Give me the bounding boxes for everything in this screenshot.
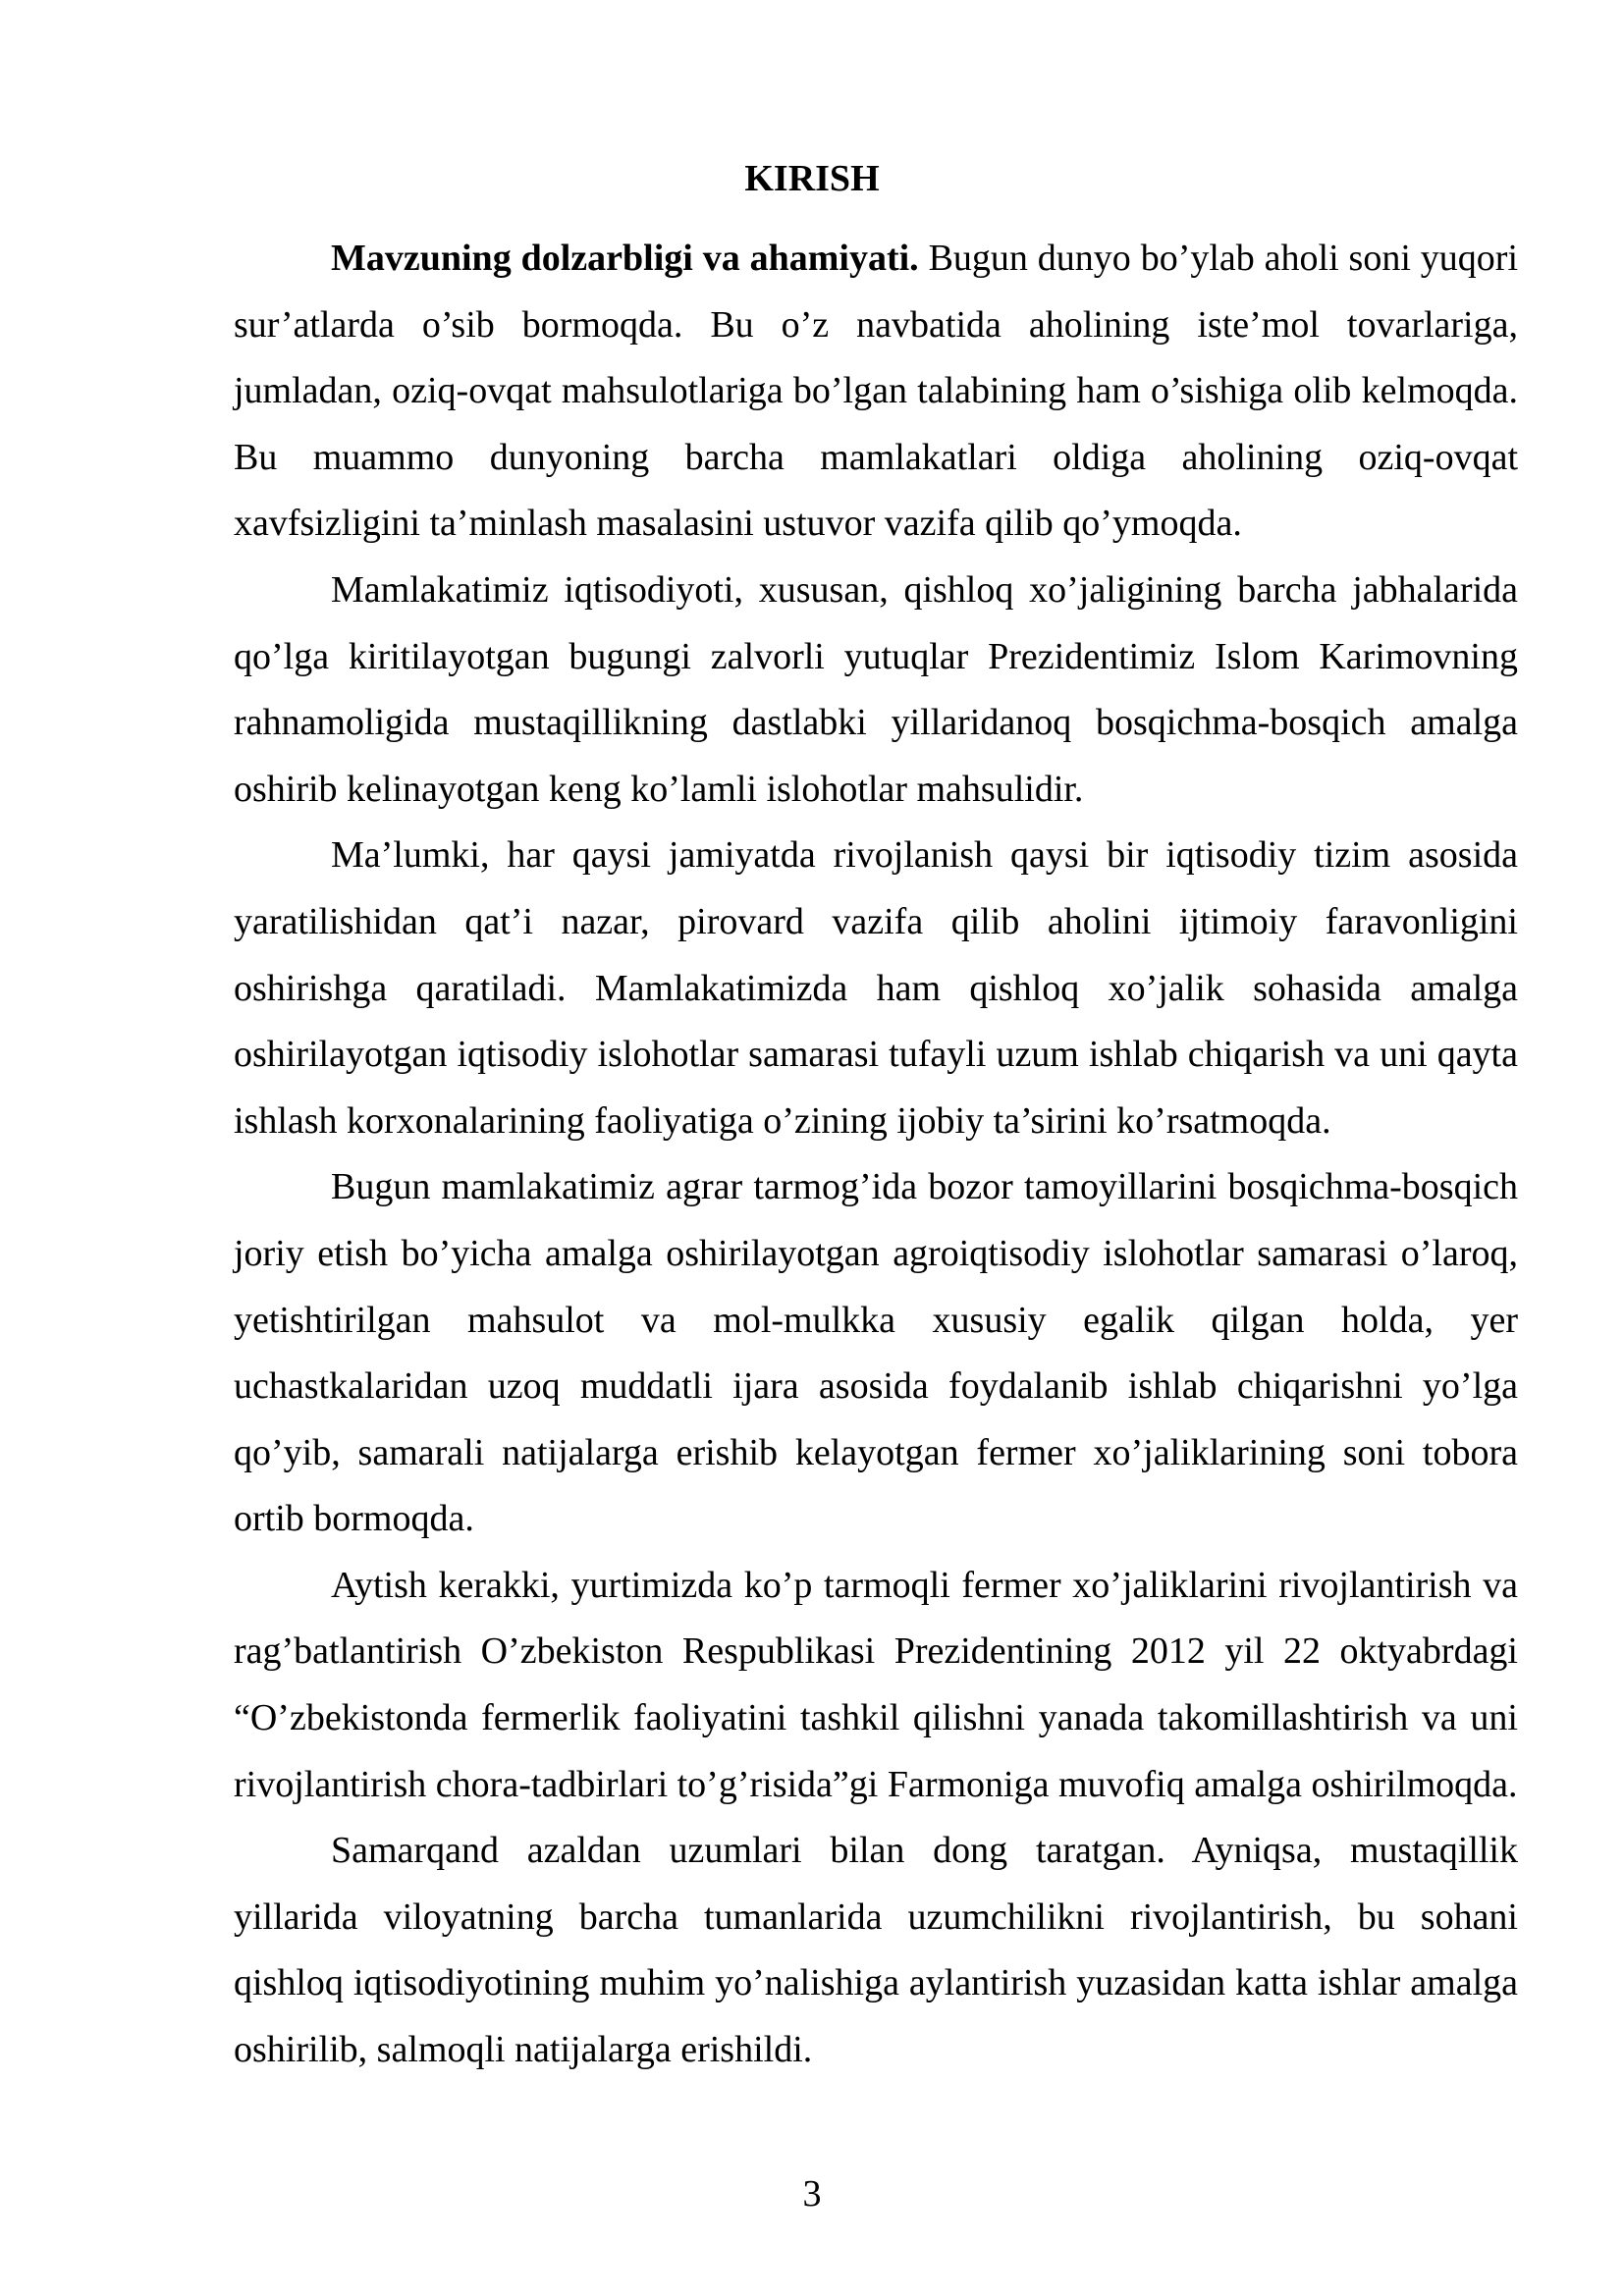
paragraph-relevance: [234, 226, 1518, 558]
body-text: [234, 226, 1518, 2084]
paragraph-farms: Bugun mamlakatimiz agrar tarmog’ida bozor tamoyillarini bosqichma-bosqich joriy etish bo’yicha amalga oshirilayotgan agroiqtisodiy islohotlar samarasi o’laroq, yetishtirilgan mahsulot va mol-mulkka xususiy egalik qilgan holda, yer uchastkalaridan uzoq muddatli ijara asosida foydalanib ishlab chiqarishni yo’lga qo’yib, samarali natijalarga erishib kelayotgan fermer xo’jaliklarining soni tobora ortib bormoqda.: [234, 1166, 1518, 1540]
paragraph-reforms: Mamlakatimiz iqtisodiyoti, xususan, qishloq xo’jaligining barcha jabhalarida qo’lga kiritilayotgan bugungi zalvorli yutuqlar Prezidentimiz Islom Karimovning rahnamoligida mustaqillikning dastlabki yillaridanoq bosqichma-bosqich amalga oshirib kelinayotgan keng ko’lamli islohotlar mahsulidir.: [234, 568, 1518, 810]
paragraph-decree: Aytish kerakki, yurtimizda ko’p tarmoqli fermer xo’jaliklarini rivojlantirish va rag’batlantirish O’zbekiston Respublikasi Prezidentining 2012 yil 22 oktyabrdagi “O’zbekistonda fermerlik faoliyatini tashkil qilishni yanada takomillashtirish va uni rivojlantirish chora-tadbirlari to’g’risida”gi Farmoniga muvofiq amalga oshirilmoqda.: [234, 1564, 1518, 1805]
paragraph-lead: Mavzuning dolzarbligi va ahamiyati.: [331, 238, 919, 279]
paragraph-welfare: Ma’lumki, har qaysi jamiyatda rivojlanish qaysi bir iqtisodiy tizim asosida yaratilishidan qat’i nazar, pirovard vazifa qilib aholini ijtimoiy faravonligini oshirishga qaratiladi. Mamlakatimizda ham qishloq xo’jalik sohasida amalga oshirilayotgan iqtisodiy islohotlar samarasi tufayli uzum ishlab chiqarish va uni qayta ishlash korxonalarining faoliyatiga o’zining ijobiy ta’sirini ko’rsatmoqda.: [234, 834, 1518, 1142]
page-number: 3: [802, 2173, 822, 2215]
section-heading: KIRISH: [744, 158, 880, 199]
paragraph-samarkand: Samarqand azaldan uzumlari bilan dong taratgan. Ayniqsa, mustaqillik yillarida viloyatning barcha tumanlarida uzumchilikni rivojlantirish, bu sohani qishloq iqtisodiyotining muhim yo’nalishiga aylantirish yuzasidan katta ishlar amalga oshirilib, salmoqli natijalarga erishildi.: [234, 1830, 1518, 2071]
paragraph-text: Bugun dunyo bo’ylab aholi soni yuqori sur’atlarda o’sib bormoqda. Bu o’z navbatida aholining iste’mol tovarlariga, jumladan, oziq-ovqat mahsulotlariga bo’lgan talabining ham o’sishiga olib kelmoqda. Bu muammo dunyoning barcha mamlakatlari oldiga aholining oziq-ovqat xavfsizligini ta’minlash masalasini ustuvor vazifa qilib qo’ymoqda.: [234, 238, 1518, 545]
